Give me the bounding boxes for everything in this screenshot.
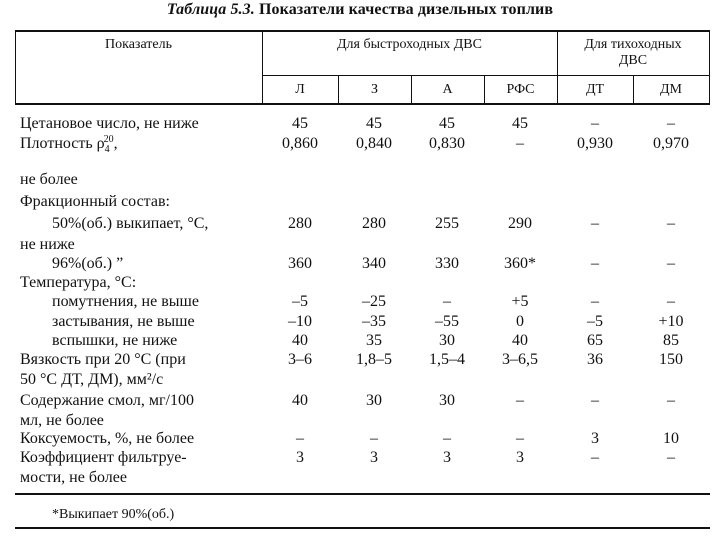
row-label-text: Цетановое число, не ниже <box>20 115 199 132</box>
table-cell: 35 <box>366 332 382 349</box>
table-cell: 330 <box>435 255 459 272</box>
row-label-text: Плотность ρ <box>20 135 105 152</box>
row-label-text: Температура, °С: <box>20 274 137 291</box>
table-cell: 30 <box>366 392 382 409</box>
table-cell: – <box>516 430 524 447</box>
row-label <box>20 351 186 369</box>
row-label <box>20 430 194 448</box>
row-label-text: мости, не более <box>20 469 127 486</box>
header-col-z: З <box>370 82 378 97</box>
header-right-border <box>709 30 710 105</box>
row-label <box>20 449 187 467</box>
header-col-a: А <box>442 82 453 97</box>
table-cell: – <box>516 392 524 409</box>
row-label-text: не более <box>20 171 78 188</box>
table-cell: – <box>667 115 675 132</box>
row-label <box>20 171 78 189</box>
table-cell: 3 <box>370 449 378 466</box>
table-cell: 3 <box>591 430 599 447</box>
table-cell: – <box>591 255 599 272</box>
table-cell: – <box>667 392 675 409</box>
table-cell: 85 <box>663 332 679 349</box>
header-bottom-rule <box>15 103 710 105</box>
table-cell: 30 <box>439 332 455 349</box>
table-cell: 40 <box>292 392 308 409</box>
table-cell: – <box>667 293 675 310</box>
table-cell: 65 <box>587 332 603 349</box>
table-cell: – <box>667 449 675 466</box>
row-label <box>20 392 194 410</box>
row-label <box>52 215 208 233</box>
row-label-text: Коэффициент фильтруе- <box>20 449 187 466</box>
table-cell: – <box>591 293 599 310</box>
table-cell: 3 <box>296 449 304 466</box>
row-label <box>20 115 199 133</box>
header-indicator: Показатель <box>105 37 172 52</box>
table-cell: 10 <box>663 430 679 447</box>
table-cell: 280 <box>288 215 312 232</box>
row-label <box>52 255 123 273</box>
table-cell: 1,5–4 <box>429 351 465 368</box>
table-cell: 3–6,5 <box>502 351 538 368</box>
table-cell: – <box>443 430 451 447</box>
page-bottom-rule <box>15 527 710 529</box>
header-col-dt: ДТ <box>585 82 605 97</box>
row-label <box>20 236 75 254</box>
row-label-text: 50 °С ДТ, ДМ), мм²/с <box>20 371 164 388</box>
density-superscript: 20 <box>103 133 114 145</box>
table-cell: –5 <box>292 293 308 310</box>
row-label <box>52 293 199 311</box>
table-cell: –5 <box>587 313 603 330</box>
table-cell: 1,8–5 <box>356 351 392 368</box>
header-slow-group-line1: Для тихоходных <box>584 37 682 52</box>
table-cell: – <box>591 215 599 232</box>
row-label-text: не ниже <box>20 236 75 253</box>
table-cell: 40 <box>292 332 308 349</box>
table-cell: 360 <box>288 255 312 272</box>
row-label-text: вспышки, не ниже <box>52 332 178 349</box>
header-col-rfs: РФС <box>506 82 535 97</box>
row-label <box>20 193 170 211</box>
table-cell: – <box>591 392 599 409</box>
table-cell: 3–6 <box>288 351 312 368</box>
header-slow-group-line2: ДВС <box>618 53 648 68</box>
density-subscript: 4 <box>104 144 110 156</box>
table-cell: – <box>370 430 378 447</box>
row-label-text: 96%(об.) ” <box>52 255 124 272</box>
table-cell: –35 <box>362 313 386 330</box>
table-cell: +5 <box>511 293 529 310</box>
table-cell: – <box>667 215 675 232</box>
table-cell: – <box>516 135 524 152</box>
header-col-dm: ДМ <box>660 82 682 97</box>
table-cell: – <box>591 449 599 466</box>
row-label <box>52 332 177 350</box>
table-cell: 0,860 <box>282 135 318 152</box>
table-cell: 0,930 <box>577 135 613 152</box>
header-col-l: Л <box>295 82 305 97</box>
row-label-tail: , <box>113 135 118 152</box>
table-cell: 45 <box>292 115 308 132</box>
row-label-text: Содержание смол, мг/100 <box>20 392 194 409</box>
table-cell: 36 <box>587 351 603 368</box>
table-cell: 0,840 <box>356 135 392 152</box>
row-label <box>20 274 136 292</box>
row-label <box>20 469 127 487</box>
row-label-text: Коксуемость, %, не более <box>20 430 195 447</box>
table-cell: 360* <box>504 255 536 272</box>
row-label-text: Вязкость при 20 °С (при <box>20 351 186 368</box>
table-top-rule <box>15 30 710 32</box>
table-cell: 30 <box>439 392 455 409</box>
caption-title: Показатели качества дизельных топлив <box>258 1 554 18</box>
table-cell: 255 <box>435 215 459 232</box>
row-label <box>20 371 163 389</box>
table-cell: – <box>296 430 304 447</box>
table-cell: – <box>443 293 451 310</box>
table-cell: 150 <box>659 351 683 368</box>
header-fast-group: Для быстроходных ДВС <box>337 37 482 52</box>
table-cell: – <box>591 115 599 132</box>
table-cell: 0,970 <box>653 135 689 152</box>
table-cell: 45 <box>439 115 455 132</box>
subheader-rule <box>262 75 710 76</box>
footnote: *Выкипает 90%(об.) <box>52 507 175 522</box>
table-cell: 290 <box>508 215 532 232</box>
table-cell: 340 <box>362 255 386 272</box>
row-label-text: застывания, не выше <box>52 313 195 330</box>
table-cell: 45 <box>366 115 382 132</box>
row-label <box>20 412 104 430</box>
row-label-text: мл, не более <box>20 412 104 429</box>
row-label <box>20 133 118 156</box>
table-cell: 0,830 <box>429 135 465 152</box>
table-cell: –25 <box>362 293 386 310</box>
row-label <box>52 313 195 331</box>
table-cell: 3 <box>443 449 451 466</box>
table-cell: –10 <box>288 313 312 330</box>
table-cell: – <box>667 255 675 272</box>
row-label-text: помутнения, не выше <box>52 293 199 310</box>
row-label-text: 50%(об.) выкипает, °С, <box>52 215 209 232</box>
table-bottom-rule <box>15 493 710 495</box>
table-caption <box>0 1 720 19</box>
caption-prefix: Таблица 5.3. <box>166 1 255 18</box>
table-cell: 45 <box>512 115 528 132</box>
table-cell: 40 <box>512 332 528 349</box>
table-cell: 280 <box>362 215 386 232</box>
table-cell: 0 <box>516 313 524 330</box>
table-cell: +10 <box>658 313 684 330</box>
table-cell: –55 <box>435 313 459 330</box>
table-cell: 3 <box>516 449 524 466</box>
row-label-text: Фракционный состав: <box>20 193 170 210</box>
